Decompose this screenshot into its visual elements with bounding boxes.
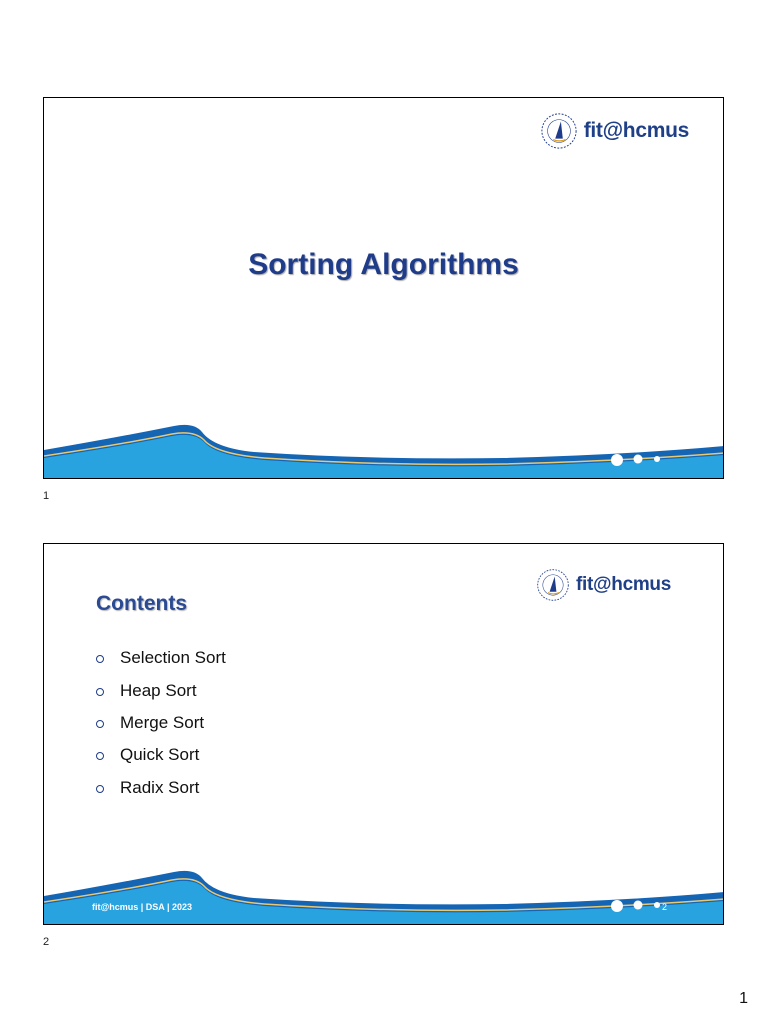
list-item: Selection Sort bbox=[96, 642, 226, 674]
page-number: 1 bbox=[739, 990, 748, 1007]
list-item: Quick Sort bbox=[96, 739, 226, 771]
slide-number: 2 bbox=[661, 902, 667, 912]
wave-decoration bbox=[44, 854, 724, 924]
bullet-circle-icon bbox=[96, 752, 104, 760]
university-seal-icon bbox=[536, 568, 570, 602]
bullet-circle-icon bbox=[96, 720, 104, 728]
slide-2 bbox=[43, 543, 724, 925]
fit-hcmus-logo bbox=[540, 112, 689, 150]
logo-text: fit@hcmus bbox=[576, 574, 671, 595]
contents-list bbox=[96, 642, 226, 804]
slide-footer: fit@hcmus | DSA | 2023 bbox=[92, 902, 193, 912]
slide-title: Sorting Algorithms bbox=[248, 248, 519, 281]
bullet-circle-icon bbox=[96, 688, 104, 696]
list-item: Heap Sort bbox=[96, 674, 226, 706]
university-seal-icon bbox=[540, 112, 578, 150]
wave-decoration bbox=[44, 408, 724, 478]
bullet-circle-icon bbox=[96, 785, 104, 793]
slide-heading: Contents bbox=[96, 592, 187, 615]
fit-hcmus-logo bbox=[536, 568, 671, 602]
slide-index-1: 1 bbox=[43, 490, 50, 502]
list-item: Radix Sort bbox=[96, 772, 226, 804]
slide-1 bbox=[43, 97, 724, 479]
logo-text: fit@hcmus bbox=[583, 119, 689, 142]
list-item: Merge Sort bbox=[96, 707, 226, 739]
slide-index-2: 2 bbox=[43, 936, 50, 948]
bullet-circle-icon bbox=[96, 655, 104, 663]
